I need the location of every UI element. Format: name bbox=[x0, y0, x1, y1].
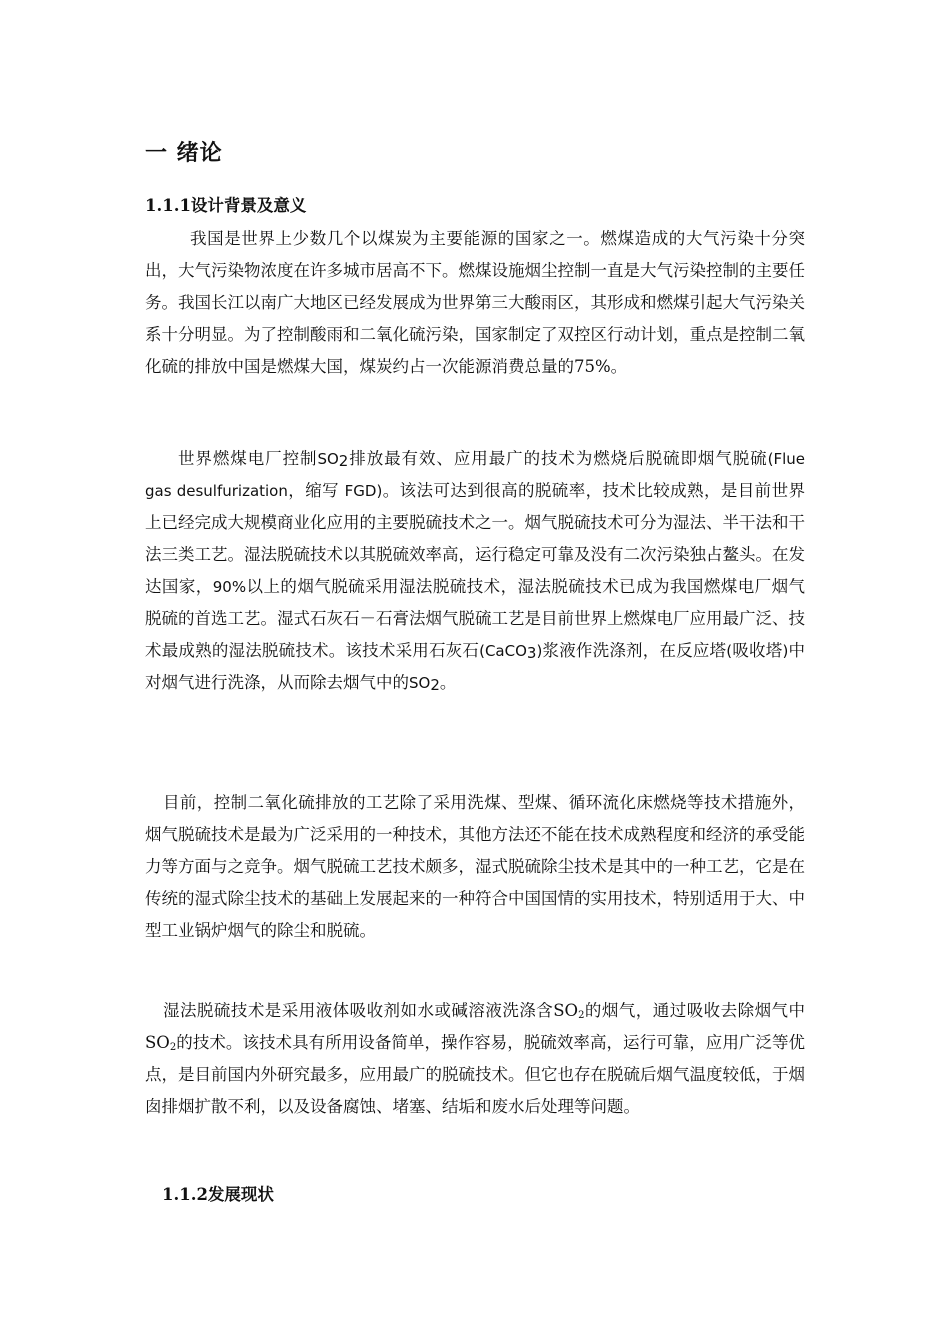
subscript: 2 bbox=[338, 452, 349, 470]
subscript: 2 bbox=[169, 1042, 177, 1053]
subscript: 2 bbox=[578, 1010, 585, 1021]
text-run: 浆液作洗涤剂，在反应塔 bbox=[542, 641, 727, 660]
paragraph-current-methods bbox=[145, 787, 805, 947]
text-run: 以上的烟气脱硫采用湿法脱硫技术，湿法脱硫技术已成为我国燃煤电厂烟气脱硫的首选工艺。湿式石灰石－石膏法烟气脱硫工艺是目前世界上燃煤电厂应用最广泛、技术最成熟的湿法脱硫技术。该技术采用石灰石 bbox=[145, 577, 806, 660]
paragraph-fgd bbox=[145, 443, 805, 699]
text-run: 湿法脱硫技术是采用液体吸收剂如水或碱溶液洗涤含SO bbox=[163, 1001, 579, 1020]
text-run: SO bbox=[409, 674, 431, 692]
paragraph-wet-fgd bbox=[145, 995, 805, 1123]
text-run: ) bbox=[782, 642, 789, 660]
subscript: 2 bbox=[430, 676, 440, 694]
text-run: (Flue gas desulfurization bbox=[145, 450, 806, 500]
text-run: 世界燃煤电厂控制 bbox=[178, 449, 318, 468]
subscript: 3 bbox=[526, 644, 537, 662]
section-heading-1-1-2: 1.1.2发展现状 bbox=[162, 1185, 274, 1204]
text-run: 。该法可达到很高的脱硫率，技术比较成熟，是目前世界上已经完成大规模商业化应用的主要脱硫技术之一。烟气脱硫技术可分为湿法、半干法和干法三类工艺。湿法脱硫技术以其脱硫效率高，运行稳定可靠及没有二次污染独占鳌头。在发达国家， bbox=[145, 481, 805, 596]
text-run: ( bbox=[726, 642, 733, 660]
paragraph-background bbox=[145, 223, 805, 383]
text-run: SO bbox=[317, 450, 339, 468]
paragraph-current-methods-text: 目前，控制二氧化硫排放的工艺除了采用洗煤、型煤、循环流化床燃烧等技术措施外，烟气脱硫技术是最为广泛采用的一种技术，其他方法还不能在技术成熟程度和经济的承受能力等方面与之竞争。烟气脱硫工艺技术颇多，湿式脱硫除尘技术是其中的一种工艺，它是在传统的湿式除尘技术的基础上发展起来的一种符合中国国情的实用技术，特别适用于大、中型工业锅炉烟气的除尘和脱硫。 bbox=[145, 793, 805, 940]
text-run: 。 bbox=[439, 673, 457, 692]
section-heading-1-1-1: 1.1.1设计背景及意义 bbox=[145, 196, 307, 215]
text-run: 排放最有效、应用最广的技术为燃烧后脱硫即烟气脱硫 bbox=[348, 449, 768, 468]
text-run: ，缩写 bbox=[287, 481, 345, 500]
text-run: 吸收塔 bbox=[732, 641, 783, 660]
chapter-title: 一 绪论 bbox=[145, 140, 223, 166]
text-run: 90% bbox=[212, 578, 247, 596]
text-run: 的技术。该技术具有所用设备简单，操作容易，脱硫效率高，运行可靠，应用广泛等优点，是目前国内外研究最多，应用最广的脱硫技术。但它也存在脱硫后烟气温度较低，于烟囱排烟扩散不利，以及设备腐蚀、堵塞、结垢和废水后处理等问题。 bbox=[145, 1033, 805, 1116]
text-run: 的烟气，通过吸收去除烟气中SO bbox=[145, 1001, 805, 1052]
text-run: ) bbox=[536, 642, 543, 660]
text-run: 中对烟气进行洗涤，从而除去烟气中的 bbox=[145, 641, 806, 692]
paragraph-background-text: 我国是世界上少数几个以煤炭为主要能源的国家之一。燃煤造成的大气污染十分突出，大气污染物浓度在许多城市居高不下。燃煤设施烟尘控制一直是大气污染控制的主要任务。我国长江以南广大地区已经发展成为世界第三大酸雨区，其形成和燃煤引起大气污染关系十分明显。为了控制酸雨和二氧化硫污染，国家制定了双控区行动计划，重点是控制二氧化硫的排放中国是燃煤大国，煤炭约占一次能源消费总量的75%。 bbox=[145, 229, 805, 376]
text-run: FGD) bbox=[344, 482, 383, 500]
text-run: (CaCO bbox=[479, 642, 527, 660]
